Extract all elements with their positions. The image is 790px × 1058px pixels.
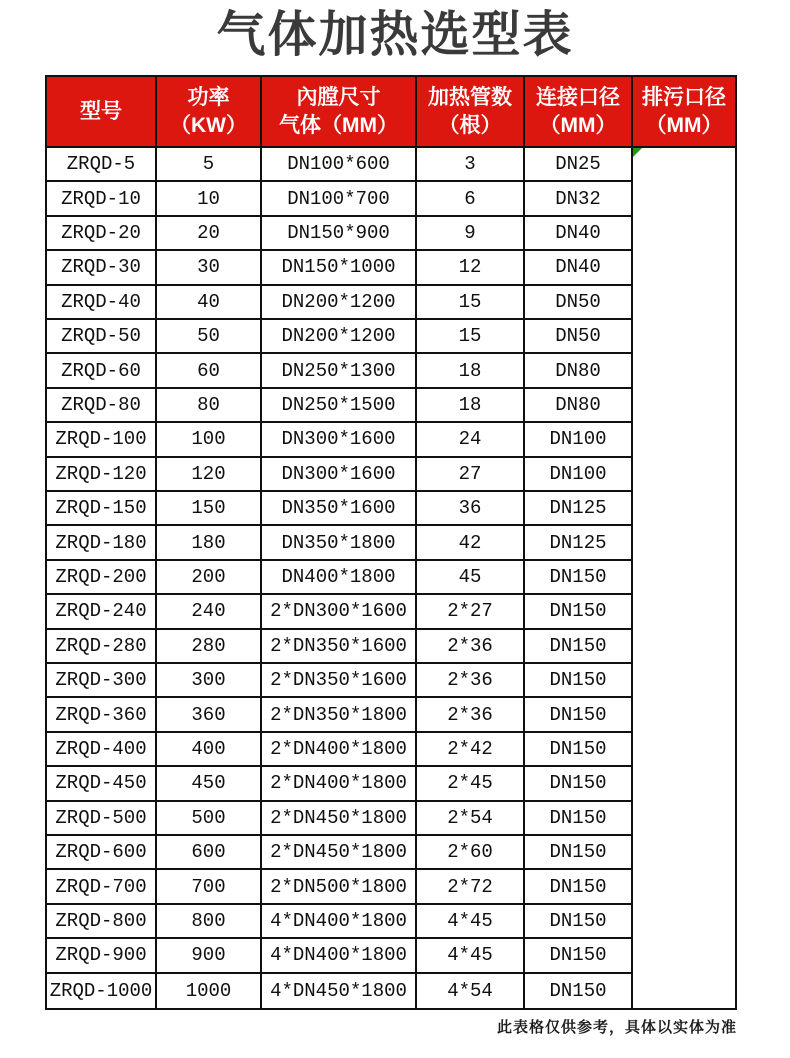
table-cell: ZRQD-1000 (47, 974, 157, 1008)
table-cell: DN150 (525, 733, 633, 767)
table-cell: 40 (157, 286, 262, 320)
table-cell: DN150 (525, 836, 633, 870)
table-cell: 2*DN500*1800 (262, 870, 417, 904)
table-cell: ZRQD-300 (47, 664, 157, 698)
table-cell: DN150 (525, 767, 633, 801)
column-header-line1: 內膛尺寸 (296, 85, 381, 109)
table-cell: 360 (157, 698, 262, 732)
table-cell: 2*DN350*1800 (262, 698, 417, 732)
table-cell: DN150 (525, 698, 633, 732)
column-header-line1: 型号 (80, 99, 122, 123)
table-cell: DN200*1200 (262, 286, 417, 320)
table-cell: 4*54 (417, 974, 525, 1008)
table-cell: DN150 (525, 870, 633, 904)
table-cell: ZRQD-600 (47, 836, 157, 870)
column-header (262, 77, 417, 148)
table-cell: 2*DN400*1800 (262, 733, 417, 767)
table-cell: 280 (157, 630, 262, 664)
table-cell: ZRQD-360 (47, 698, 157, 732)
table-cell: 24 (417, 423, 525, 457)
table-cell: 600 (157, 836, 262, 870)
table-cell: ZRQD-150 (47, 492, 157, 526)
table-cell: DN25 (525, 148, 633, 182)
table-cell: 2*36 (417, 664, 525, 698)
table-cell: 1000 (157, 974, 262, 1008)
table-cell: 12 (417, 251, 525, 285)
table-cell: 2*DN350*1600 (262, 664, 417, 698)
table-cell: 2*42 (417, 733, 525, 767)
footer-note: 此表格仅供参考，具体以实体为准 (496, 1019, 737, 1036)
table-cell: DN200*1200 (262, 320, 417, 354)
table-cell: 400 (157, 733, 262, 767)
table-cell: DN250*1500 (262, 389, 417, 423)
table-cell: 2*60 (417, 836, 525, 870)
table-cell: 10 (157, 182, 262, 216)
table-cell: DN300*1600 (262, 458, 417, 492)
table-cell: DN150 (525, 974, 633, 1008)
table-cell: ZRQD-80 (47, 389, 157, 423)
table-cell: 2*36 (417, 630, 525, 664)
table-cell: ZRQD-120 (47, 458, 157, 492)
table-cell: DN150*900 (262, 217, 417, 251)
table-cell: ZRQD-200 (47, 561, 157, 595)
table-cell: 2*DN300*1600 (262, 595, 417, 629)
table-cell: 80 (157, 389, 262, 423)
table-cell: 4*DN400*1800 (262, 905, 417, 939)
table-cell: 2*45 (417, 767, 525, 801)
table-cell: 4*45 (417, 905, 525, 939)
column-header (633, 77, 735, 148)
table-cell: 45 (417, 561, 525, 595)
table-cell: 27 (417, 458, 525, 492)
table-cell: DN150 (525, 802, 633, 836)
table-cell: ZRQD-900 (47, 939, 157, 973)
table-cell: ZRQD-800 (47, 905, 157, 939)
table-cell: DN250*1300 (262, 354, 417, 388)
table-cell: 800 (157, 905, 262, 939)
table-cell: DN40 (525, 217, 633, 251)
column-header-line1: 功率 (187, 85, 230, 109)
selection-table (45, 75, 737, 1010)
table-cell: ZRQD-5 (47, 148, 157, 182)
table-cell: DN150 (525, 630, 633, 664)
table-cell: 2*36 (417, 698, 525, 732)
table-cell: 3 (417, 148, 525, 182)
table-cell: ZRQD-40 (47, 286, 157, 320)
table-cell: 60 (157, 354, 262, 388)
table-cell: ZRQD-240 (47, 595, 157, 629)
table-cell: DN150 (525, 664, 633, 698)
table-cell: DN40 (525, 251, 633, 285)
table-cell: 2*DN450*1800 (262, 836, 417, 870)
table-cell: DN400*1800 (262, 561, 417, 595)
table-cell: DN50 (525, 320, 633, 354)
table-cell: DN100*700 (262, 182, 417, 216)
table-cell: 450 (157, 767, 262, 801)
table-cell: DN150 (525, 595, 633, 629)
table-cell: 2*DN400*1800 (262, 767, 417, 801)
table-cell: 5 (157, 148, 262, 182)
table-cell: DN150 (525, 939, 633, 973)
table-cell: 15 (417, 286, 525, 320)
table-cell: ZRQD-50 (47, 320, 157, 354)
table-cell: 100 (157, 423, 262, 457)
table-cell: 2*DN350*1600 (262, 630, 417, 664)
column-header (525, 77, 633, 148)
table-cell: 18 (417, 389, 525, 423)
table-cell: 4*45 (417, 939, 525, 973)
table-cell: ZRQD-400 (47, 733, 157, 767)
table-cell: 500 (157, 802, 262, 836)
column-header-line2: 气体（MM） (279, 113, 398, 137)
table-cell: DN350*1800 (262, 526, 417, 560)
table-cell: DN80 (525, 354, 633, 388)
table-cell: ZRQD-30 (47, 251, 157, 285)
table-cell: 36 (417, 492, 525, 526)
table-cell: 20 (157, 217, 262, 251)
table-cell: 6 (417, 182, 525, 216)
table-cell: DN100*600 (262, 148, 417, 182)
table-cell: DN350*1600 (262, 492, 417, 526)
table-cell: 9 (417, 217, 525, 251)
column-header-line1: 连接口径 (536, 85, 620, 109)
column-header-line2: （MM） (645, 113, 723, 137)
table-cell: 300 (157, 664, 262, 698)
table-cell: ZRQD-500 (47, 802, 157, 836)
table-cell: 4*DN400*1800 (262, 939, 417, 973)
column-header (417, 77, 525, 148)
column-header-line1: 排污口径 (642, 85, 726, 109)
table-cell: DN50 (525, 286, 633, 320)
table-cell: DN100 (525, 423, 633, 457)
table-cell: ZRQD-60 (47, 354, 157, 388)
page-title: 气体加热选型表 (216, 8, 574, 62)
table-cell: 42 (417, 526, 525, 560)
table-cell: DN32 (525, 182, 633, 216)
table-cell: 18 (417, 354, 525, 388)
table-cell: ZRQD-450 (47, 767, 157, 801)
drain-column-merged-cell (633, 148, 735, 1008)
table-cell: 700 (157, 870, 262, 904)
table-cell: DN125 (525, 492, 633, 526)
table-cell: ZRQD-20 (47, 217, 157, 251)
table-cell: DN150*1000 (262, 251, 417, 285)
table-cell: ZRQD-180 (47, 526, 157, 560)
table-cell: 240 (157, 595, 262, 629)
table-cell: ZRQD-700 (47, 870, 157, 904)
table-cell: 30 (157, 251, 262, 285)
column-header-line2: （KW） (170, 113, 247, 137)
table-cell: DN80 (525, 389, 633, 423)
table-cell: 200 (157, 561, 262, 595)
table-cell: 2*72 (417, 870, 525, 904)
column-header-line2: （根） (438, 113, 502, 137)
table-cell: 150 (157, 492, 262, 526)
table-cell: DN150 (525, 561, 633, 595)
table-cell: 2*54 (417, 802, 525, 836)
column-header-line1: 加热管数 (428, 85, 512, 109)
table-cell: DN125 (525, 526, 633, 560)
table-cell: 50 (157, 320, 262, 354)
column-header (157, 77, 262, 148)
column-header (47, 77, 157, 148)
cell-corner-marker-icon (633, 148, 642, 157)
table-cell: ZRQD-100 (47, 423, 157, 457)
table-cell: 4*DN450*1800 (262, 974, 417, 1008)
table-cell: 900 (157, 939, 262, 973)
table-cell: 2*27 (417, 595, 525, 629)
table-cell: ZRQD-280 (47, 630, 157, 664)
table-cell: DN150 (525, 905, 633, 939)
table-cell: DN100 (525, 458, 633, 492)
table-cell: 120 (157, 458, 262, 492)
table-cell: 15 (417, 320, 525, 354)
table-cell: ZRQD-10 (47, 182, 157, 216)
table-cell: 2*DN450*1800 (262, 802, 417, 836)
table-cell: DN300*1600 (262, 423, 417, 457)
table-cell: 180 (157, 526, 262, 560)
column-header-line2: （MM） (539, 113, 617, 137)
